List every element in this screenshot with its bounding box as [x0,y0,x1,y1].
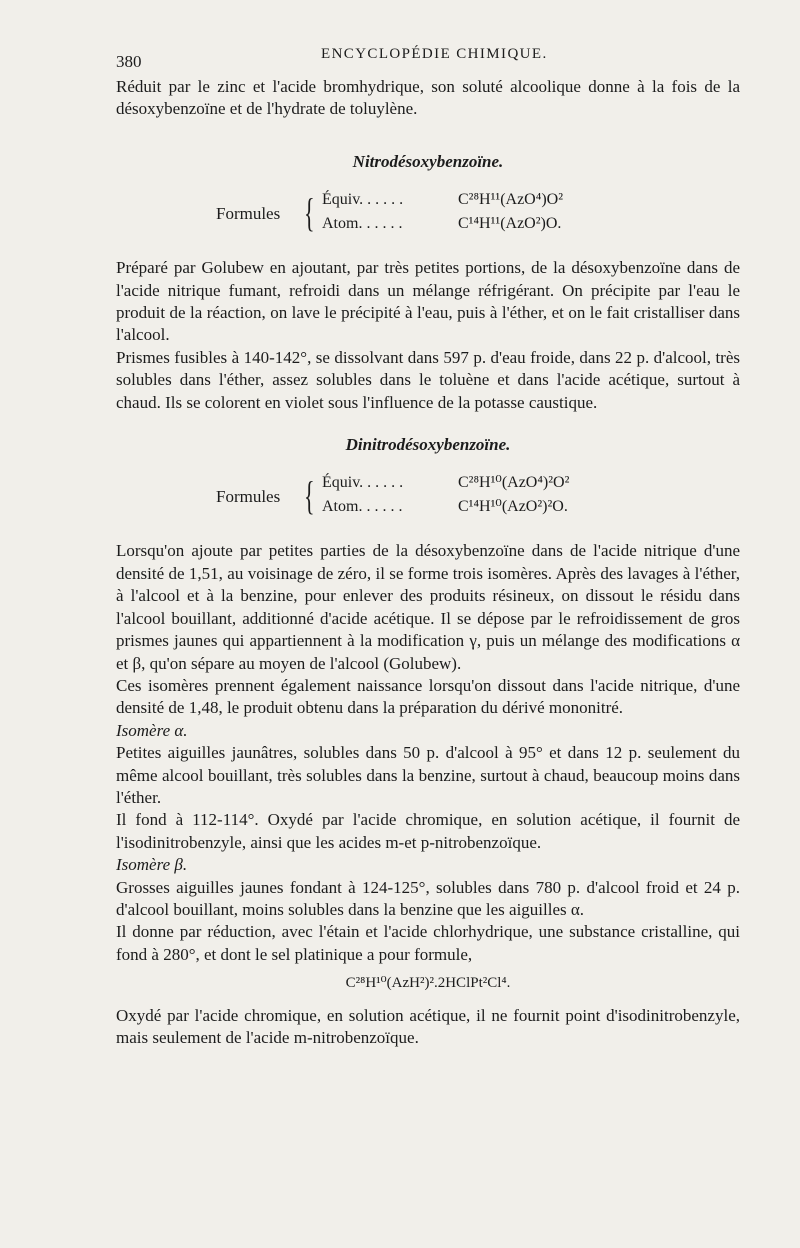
page-number: 380 [116,52,142,71]
formula-block-dinitro [116,470,740,524]
paragraph-beta-reduction: Il donne par réduction, avec l'étain et l'acide chlorhydrique, une substance cristalline, qui fond à 280°, et dont le sel platinique a pour formule, [116,922,740,964]
page-header [116,42,740,72]
isomer-beta-heading: Isomère β. [116,855,188,875]
page-body [116,76,740,1049]
formula-block-nitro [116,187,740,241]
atom-formula: C¹⁴H¹¹(AzO²)O. [458,215,562,233]
formula-row-atom [322,213,562,235]
section-title-nitro: Nitrodésoxybenzoïne. [352,151,504,171]
paragraph-preparation: Préparé par Golubew en ajoutant, par très petites portions, de la désoxybenzoïne dans de l'acide nitrique fumant, refroidi dans un mélange réfrigérant. On précipite par l'eau le produit de la réaction, on lave le précipité à l'eau, puis à l'éther, et on le fait cristalliser dans l'alcool. [116,258,740,345]
formula-row-equiv [322,189,563,211]
equiv-formula: C²⁸H¹⁰(AzO⁴)²O² [458,474,570,492]
platinic-salt-formula: C²⁸H¹⁰(AzH²)².2HClPt²Cl⁴. [345,975,511,992]
formules-label: Formules [216,204,281,224]
isomer-alpha-heading: Isomère α. [116,720,188,740]
paragraph-isomeres: Ces isomères prennent également naissance lorsqu'on dissout dans l'acide nitrique, d'une densité de 1,48, le produit obtenu dans la préparation du dérivé mononitré. [116,675,740,718]
paragraph-alpha-fusion: Il fond à 112-114°. Oxydé par l'acide chromique, en solution acétique, il fournit de l'isodinitrobenzyle, ainsi que les acides m-et p-nitrobenzoïque. [116,810,740,852]
equiv-label: Équiv. . . . . . [322,191,404,209]
atom-label: Atom. . . . . . [322,498,403,516]
equiv-formula: C²⁸H¹¹(AzO⁴)O² [458,191,563,209]
running-title: ENCYCLOPÉDIE CHIMIQUE. [321,46,548,62]
paragraph-lorsqu: Lorsqu'on ajoute par petites parties de la désoxybenzoïne dans de l'acide nitrique d'une densité de 1,51, au voisinage de zéro, il se forme trois isomères. Après des lavages à l'éther, à l'alcool et à la benzine, pour enlever des produits résineux, on dissout le résidu dans l'alcool bouillant, additionné d'acide acétique. Il se dépose par le refroidissement de gros prismes jaunes qui appartiennent à la modification γ, puis un mélange des modifications α et β, qu'on sépare au moyen de l'alcool (Golubew). [116,541,740,673]
section-title-dinitro: Dinitrodésoxybenzoïne. [345,435,511,455]
brace-symbol: { [304,190,315,236]
formules-label: Formules [216,487,281,507]
paragraph-prismes: Prismes fusibles à 140-142°, se dissolvant dans 597 p. d'eau froide, dans 22 p. d'alcool, très solubles dans l'éther, assez solubles dans le toluène et dans l'acide acétique, surtout à chaud. Ils se colorent en violet sous l'influence de la potasse caustique. [116,347,740,412]
brace-symbol: { [304,473,315,519]
formula-row-equiv [322,472,570,494]
paragraph-beta-description: Grosses aiguilles jaunes fondant à 124-125°, solubles dans 780 p. d'alcool froid et 24 p. d'alcool bouillant, moins solubles dans la benzine que les aiguilles α. [116,877,740,919]
equiv-label: Équiv. . . . . . [322,474,404,492]
paragraph-intro: Réduit par le zinc et l'acide bromhydrique, son soluté alcoolique donne à la fois de la désoxybenzoïne et de l'hydrate de toluylène. [116,77,740,119]
atom-label: Atom. . . . . . [322,215,403,233]
paragraph-beta-oxidation: Oxydé par l'acide chromique, en solution acétique, il ne fournit point d'isodinitrobenzyle, mais seulement de l'acide m-nitrobenzoïque. [116,1005,740,1047]
atom-formula: C¹⁴H¹⁰(AzO²)²O. [458,498,568,516]
paragraph-alpha-description: Petites aiguilles jaunâtres, solubles dans 50 p. d'alcool à 95° et dans 12 p. seulement du même alcool bouillant, très solubles dans la benzine, surtout à chaud, beaucoup moins dans l'éther. [116,743,740,807]
formula-row-atom [322,496,568,518]
